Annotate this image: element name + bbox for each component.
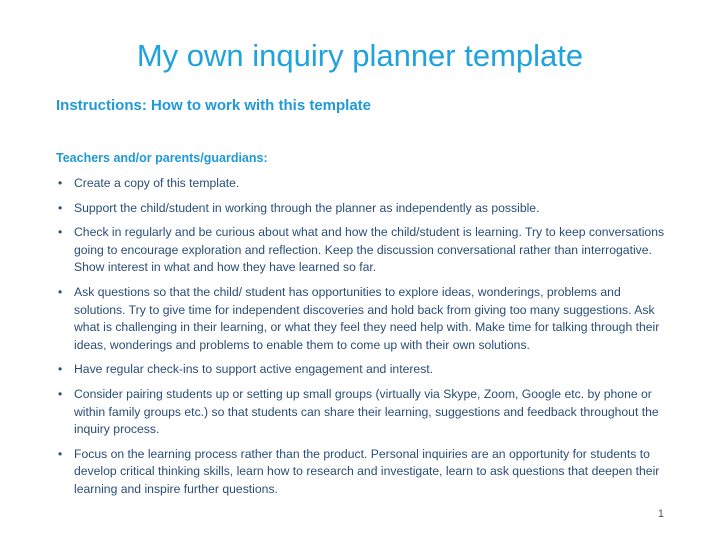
bullet-text: Consider pairing students up or setting up small groups (virtually via Skype, Zoom, Google etc. by phone or within family groups etc.) so that students can share their learning, suggestions and feedback throughout the inquiry process.	[74, 386, 659, 437]
bullet-icon: •	[58, 386, 63, 401]
list-item	[56, 175, 668, 193]
bullet-text: Ask questions so that the child/ student has opportunities to explore ideas, wonderings, problems and solutions. Try to give time for independent discoveries and hold back from giving too many suggestions. Ask what is challenging in their learning, or what they feel they need help with. Make time for talking through their ideas, wonderings and problems to enable them to come up with their own solutions.	[74, 284, 660, 352]
list-item	[56, 361, 668, 379]
slide-title: My own inquiry planner template	[136, 38, 584, 73]
list-item	[56, 386, 668, 439]
bullet-icon: •	[58, 284, 63, 299]
bullet-icon: •	[58, 446, 63, 461]
bullet-icon: •	[58, 225, 63, 240]
bullet-text: Create a copy of this template.	[74, 176, 240, 190]
bullet-icon: •	[58, 200, 63, 215]
bullet-text: Focus on the learning process rather than the product. Personal inquiries are an opportunity for students to develop critical thinking skills, learn how to research and investigate, learn to ask questions that deepen their learning and inspire further questions.	[74, 446, 660, 496]
instructions-heading: Instructions: How to work with this template	[56, 97, 372, 114]
bullet-icon: •	[58, 176, 63, 190]
page-number: 1	[657, 508, 664, 520]
audience-heading: Teachers and/or parents/guardians:	[56, 151, 268, 165]
bullet-icon: •	[58, 362, 63, 377]
bullet-text: Check in regularly and be curious about what and how the child/student is learning. Try to keep conversations going to encourage exploration and reflection. Keep the discussion conversational rather than interrogative. Show interest in what and how they have learned so far.	[74, 225, 665, 275]
bullet-text: Support the child/student in working through the planner as independently as possible.	[74, 200, 540, 215]
list-item	[56, 200, 668, 218]
instruction-bullet-list	[56, 175, 668, 506]
bullet-text: Have regular check-ins to support active engagement and interest.	[74, 362, 434, 377]
list-item	[56, 224, 668, 277]
list-item	[56, 284, 668, 354]
list-item	[56, 446, 668, 499]
